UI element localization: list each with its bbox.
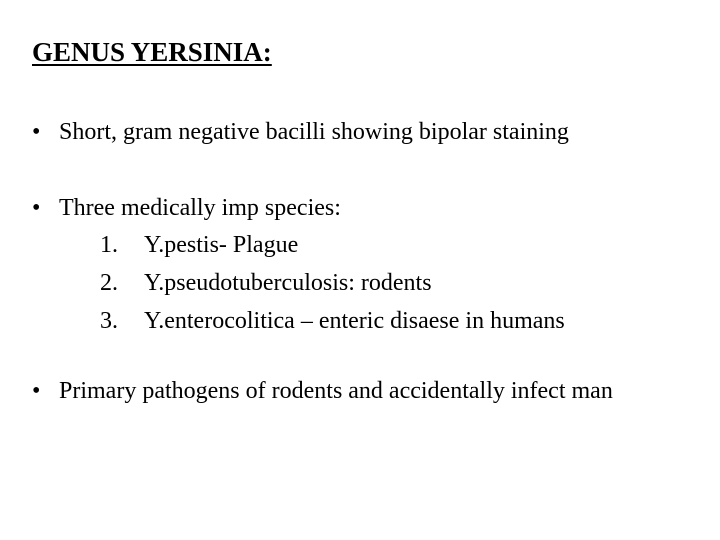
bullet-item bbox=[32, 194, 669, 223]
bullet-text: Primary pathogens of rodents and accidentally infect man bbox=[59, 378, 613, 404]
species-text: Y.pestis- Plague bbox=[144, 232, 299, 258]
bullet-text: Short, gram negative bacilli showing bipolar staining bbox=[59, 119, 569, 145]
bullet-item bbox=[32, 377, 669, 406]
bullet-item bbox=[32, 118, 669, 147]
species-number: 2. bbox=[100, 270, 118, 296]
bullet-dot: • bbox=[32, 119, 41, 145]
species-number: 1. bbox=[100, 232, 118, 258]
bullet-text: Three medically imp species: bbox=[59, 195, 341, 221]
species-text: Y.pseudotuberculosis: rodents bbox=[144, 270, 432, 296]
bullet-dot: • bbox=[32, 195, 41, 221]
slide-title: GENUS YERSINIA: bbox=[32, 37, 272, 67]
species-text: Y.enterocolitica – enteric disaese in humans bbox=[144, 308, 565, 334]
bullet-dot: • bbox=[32, 378, 41, 404]
species-number: 3. bbox=[100, 308, 118, 334]
